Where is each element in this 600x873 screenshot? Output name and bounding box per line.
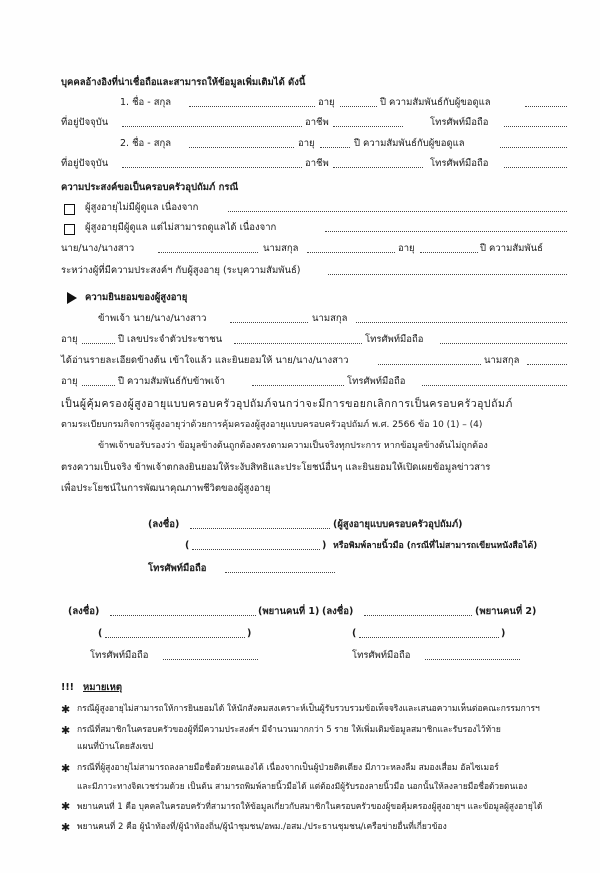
ref1-age-field[interactable] xyxy=(340,106,377,107)
cannot-care-reason-field[interactable] xyxy=(325,231,567,232)
applicant-age-field[interactable] xyxy=(420,252,478,253)
ref2-occupation-field[interactable] xyxy=(333,167,423,168)
applicant-surname-field[interactable] xyxy=(307,252,395,253)
arrow-right-icon xyxy=(67,292,77,304)
consent-idcard-field[interactable] xyxy=(234,343,362,344)
consent-phone-label: โทรศัพท์มือถือ xyxy=(365,334,424,345)
witness1-phone-field[interactable] xyxy=(163,659,258,660)
ref2-address-label: ที่อยู่ปัจจุบัน xyxy=(61,158,109,169)
witness2-signature-field[interactable] xyxy=(364,615,472,616)
ref1-occupation-label: อาชีพ xyxy=(305,117,329,128)
consent-paragraph-line-1: เป็นผู้คุ้มครองผู้สูงอายุแบบครอบครัวอุปถัมภ์จนกว่าจะมีการขอยกเลิกการเป็นครอบครัวอุปถัมภ์ xyxy=(61,398,513,410)
certify-paragraph-line-2: ตรงความเป็นจริง ข้าพเจ้าตกลงยินยอมให้ระงับสิทธิและประโยชน์อื่นๆ และยินยอมให้เปิดเผยข้อมูลข่าวสาร xyxy=(61,462,491,473)
star-bullet-icon: ✱ xyxy=(61,724,71,737)
certify-paragraph-line-3: เพื่อประโยชน์ในการพัฒนาคุณภาพชีวิตของผู้สูงอายุ xyxy=(61,483,271,494)
no-caregiver-label: ผู้สูงอายุไม่มีผู้ดูแล เนื่องจาก xyxy=(85,202,199,213)
note-2-line-1: กรณีที่สมาชิกในครอบครัวของผู้ที่มีความประสงค์ฯ มีจำนวนมากกว่า 5 ราย ให้เพิ่มเติมข้อมูลสมาชิกและรับรองไว้ท้าย xyxy=(77,725,501,735)
ref1-relation-label: ปี ความสัมพันธ์กับผู้ขอดูแล xyxy=(380,97,491,108)
witness1-phone-label: โทรศัพท์มือถือ xyxy=(90,650,149,661)
caregiver-surname-label: นามสกุล xyxy=(484,355,520,366)
no-caregiver-checkbox[interactable] xyxy=(64,204,75,215)
star-bullet-icon: ✱ xyxy=(61,821,71,834)
elderly-phone-label: โทรศัพท์มือถือ xyxy=(148,563,207,574)
ref2-name-label: 2. ชื่อ - สกุล xyxy=(120,138,172,149)
consent-paragraph-line-2: ตามระเบียบกรมกิจการผู้สูงอายุว่าด้วยการคุ้มครองผู้สูงอายุแบบครอบครัวอุปถัมภ์ พ.ศ. 2566 ข้อ 10 (1) – (4) xyxy=(61,420,483,430)
consent-surname-field[interactable] xyxy=(356,322,567,323)
star-bullet-icon: ✱ xyxy=(61,800,71,813)
notes-prefix: !!! xyxy=(61,682,74,693)
ref2-occupation-label: อาชีพ xyxy=(305,158,329,169)
consent-heading: ความยินยอมของผู้สูงอายุ xyxy=(85,292,188,303)
consent-phone-field[interactable] xyxy=(440,343,567,344)
consent-surname-label: นามสกุล xyxy=(312,313,348,324)
no-caregiver-reason-field[interactable] xyxy=(228,211,567,212)
consent-age-label: อายุ xyxy=(61,334,78,345)
caregiver-phone-field[interactable] xyxy=(422,385,567,386)
ref2-address-field[interactable] xyxy=(122,167,302,168)
elderly-sign-role: (ผู้สูงอายุแบบครอบครัวอุปถัมภ์) xyxy=(333,519,463,530)
witness2-printed-name-field[interactable] xyxy=(359,637,499,638)
witness1-name-open: ( xyxy=(98,628,103,639)
thumbprint-note: หรือพิมพ์ลายนิ้วมือ (กรณีที่ไม่สามารถเขียนหนังสือได้) xyxy=(333,541,538,551)
witness1-sign-label: (ลงชื่อ) xyxy=(68,606,100,617)
caregiver-relation-label: ปี ความสัมพันธ์กับข้าพเจ้า xyxy=(118,376,225,387)
note-1: กรณีผู้สูงอายุไม่สามารถให้การยินยอมได้ ให้นักสังคมสงเคราะห์เป็นผู้รับรวบรวมข้อเท็จจริงและเสนอความเห็นต่อคณะกรรมการฯ xyxy=(77,704,540,714)
witness1-signature-field[interactable] xyxy=(110,615,256,616)
note-4: พยานคนที่ 1 คือ บุคคลในครอบครัวที่สามารถให้ข้อมูลเกี่ยวกับสมาชิกในครอบครัวของผู้ขอคุ้มครองผู้สูงอายุฯ และข้อมูลผู้สูงอายุได้ xyxy=(77,801,543,811)
ref1-relation-field[interactable] xyxy=(525,106,567,107)
notes-heading: หมายเหตุ xyxy=(83,682,123,693)
star-bullet-icon: ✱ xyxy=(61,703,71,716)
intent-heading: ความประสงค์ขอเป็นครอบครัวอุปถัมภ์ กรณี xyxy=(61,182,239,193)
relation-between-label: ระหว่างผู้ที่มีความประสงค์ฯ กับผู้สูงอายุ (ระบุความสัมพันธ์) xyxy=(61,265,301,276)
consent-age-field[interactable] xyxy=(82,343,115,344)
cannot-care-label: ผู้สูงอายุมีผู้ดูแล แต่ไม่สามารถดูแลได้ เนื่องจาก xyxy=(85,222,277,233)
elderly-sign-label: (ลงชื่อ) xyxy=(148,519,180,530)
note-3-line-2: และมีภาวะทางจิตเวชร่วมด้วย เป็นต้น สามารถพิมพ์ลายนิ้วมือได้ แต่ต้องมีผู้รับรองลายนิ้วมือ นอกนั้นให้ลงลายมือชื่อด้วยตนเอง xyxy=(77,781,528,791)
witness1-printed-name-field[interactable] xyxy=(105,637,245,638)
elderly-name-close: ) xyxy=(322,540,327,551)
caregiver-surname-field[interactable] xyxy=(527,364,567,365)
witness1-label: (พยานคนที่ 1) xyxy=(258,606,320,617)
ref2-relation-field[interactable] xyxy=(500,147,567,148)
note-2-line-2: แผนที่บ้านโดยสังเขป xyxy=(77,742,154,752)
reference-heading: บุคคลอ้างอิงที่น่าเชื่อถือและสามารถให้ข้อมูลเพิ่มเติมได้ ดังนี้ xyxy=(61,77,306,88)
applicant-age-label: อายุ xyxy=(398,243,415,254)
ref2-phone-label: โทรศัพท์มือถือ xyxy=(430,158,489,169)
consent-read-label: ได้อ่านรายละเอียดข้างต้น เข้าใจแล้ว และยินยอมให้ นาย/นาง/นางสาว xyxy=(61,355,349,366)
consent-name-field[interactable] xyxy=(230,322,308,323)
elderly-signature-field[interactable] xyxy=(190,528,330,529)
certify-paragraph-line-1: ข้าพเจ้าขอรับรองว่า ข้อมูลข้างต้นถูกต้องตรงตามความเป็นจริงทุกประการ หากข้อมูลข้างต้นไม่ถูกต้อง xyxy=(98,441,488,451)
ref1-age-label: อายุ xyxy=(318,97,335,108)
ref1-phone-label: โทรศัพท์มือถือ xyxy=(430,117,489,128)
elderly-phone-field[interactable] xyxy=(225,572,335,573)
applicant-surname-label: นามสกุล xyxy=(263,243,299,254)
ref2-phone-field[interactable] xyxy=(504,167,567,168)
witness2-sign-label: (ลงชื่อ) xyxy=(322,606,354,617)
note-3-line-1: กรณีที่ผู้สูงอายุไม่สามารถลงลายมือชื่อด้วยตนเองได้ เนื่องจากเป็นผู้ป่วยติดเตียง มีภาวะหลงลืม สมองเสื่อม อัลไซเมอร์ xyxy=(77,763,499,773)
ref2-relation-label: ปี ความสัมพันธ์กับผู้ขอดูแล xyxy=(354,138,465,149)
consent-idcard-label: ปี เลขประจำตัวประชาชน xyxy=(118,334,223,345)
witness2-name-open: ( xyxy=(352,628,357,639)
ref1-name-field[interactable] xyxy=(189,106,315,107)
witness2-label: (พยานคนที่ 2) xyxy=(475,606,537,617)
ref1-address-field[interactable] xyxy=(122,126,302,127)
caregiver-name-field[interactable] xyxy=(378,364,481,365)
relation-between-field[interactable] xyxy=(328,274,567,275)
caregiver-phone-label: โทรศัพท์มือถือ xyxy=(347,376,406,387)
applicant-relation-label: ปี ความสัมพันธ์ xyxy=(480,243,543,254)
ref1-address-label: ที่อยู่ปัจจุบัน xyxy=(61,117,109,128)
ref2-age-field[interactable] xyxy=(320,147,350,148)
star-bullet-icon: ✱ xyxy=(61,762,71,775)
caregiver-relation-field[interactable] xyxy=(252,385,344,386)
cannot-care-checkbox[interactable] xyxy=(64,224,75,235)
elderly-printed-name-field[interactable] xyxy=(192,549,320,550)
witness2-phone-field[interactable] xyxy=(425,659,520,660)
applicant-name-field[interactable] xyxy=(158,252,258,253)
ref2-age-label: อายุ xyxy=(298,138,315,149)
caregiver-age-label: อายุ xyxy=(61,376,78,387)
applicant-title-label: นาย/นาง/นางสาว xyxy=(61,243,135,254)
ref1-occupation-field[interactable] xyxy=(333,126,403,127)
ref1-phone-field[interactable] xyxy=(504,126,567,127)
witness2-name-close: ) xyxy=(501,628,506,639)
witness1-name-close: ) xyxy=(247,628,252,639)
ref2-name-field[interactable] xyxy=(189,147,294,148)
ref1-name-label: 1. ชื่อ - สกุล xyxy=(120,97,172,108)
witness2-phone-label: โทรศัพท์มือถือ xyxy=(352,650,411,661)
caregiver-age-field[interactable] xyxy=(82,385,115,386)
elderly-name-open: ( xyxy=(185,540,190,551)
note-5: พยานคนที่ 2 คือ ผู้นำท้องที่/ผู้นำท้องถิ่น/ผู้นำชุมชน/อพม./อสม./ประธานชุมชน/เครือข่ายอื่นที่เกี่ยวข้อง xyxy=(77,822,447,832)
consent-name-label: ข้าพเจ้า นาย/นาง/นางสาว xyxy=(98,313,207,324)
